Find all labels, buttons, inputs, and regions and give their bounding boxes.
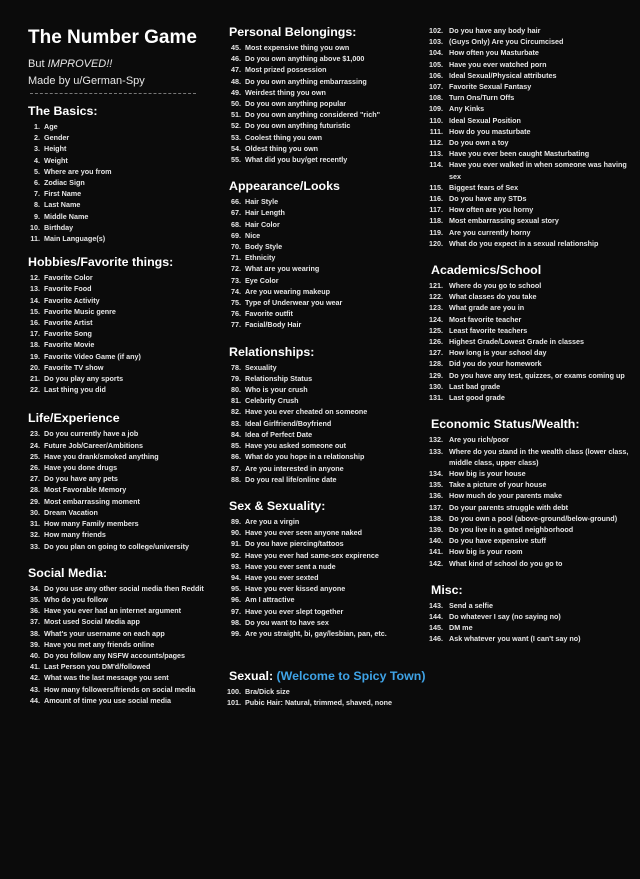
question-item: 79. Relationship Status — [243, 373, 429, 384]
question-item: 100. Bra/Dick size — [243, 686, 429, 697]
question-item: 2. Gender — [42, 132, 228, 143]
question-item: 140. Do you have expensive stuff — [445, 535, 636, 546]
question-item: 130. Last bad grade — [445, 381, 636, 392]
question-item: 124. Most favorite teacher — [445, 314, 636, 325]
question-item: 107. Favorite Sexual Fantasy — [445, 81, 636, 92]
section-heading-text: Social Media: — [28, 565, 108, 580]
question-item: 76. Favorite outfit — [243, 308, 429, 319]
question-item: 41. Last Person you DM'd/followed — [42, 661, 228, 672]
question-item: 96. Am I attractive — [243, 594, 429, 605]
question-item: 116. Do you have any STDs — [445, 193, 636, 204]
question-item: 112. Do you own a toy — [445, 137, 636, 148]
section-heading-text: Life/Experience — [28, 411, 120, 426]
question-item: 129. Do you have any test, quizzes, or exams coming up — [445, 370, 636, 381]
question-list — [431, 600, 636, 645]
question-item: 4. Weight — [42, 155, 228, 166]
question-item: 52. Do you own anything futuristic — [243, 120, 429, 131]
question-item: 87. Are you interested in anyone — [243, 463, 429, 474]
question-item: 114. Have you ever walked in when someone was having sex — [445, 159, 636, 181]
question-item: 33. Do you plan on going to college/university — [42, 541, 228, 552]
question-item: 138. Do you own a pool (above-ground/below-ground) — [445, 513, 636, 524]
section — [431, 263, 636, 403]
question-item: 88. Do you real life/online date — [243, 474, 429, 485]
question-item: 71. Ethnicity — [243, 252, 429, 263]
question-item: 128. Did you do your homework — [445, 358, 636, 369]
question-item: 49. Weirdest thing you own — [243, 87, 429, 98]
question-item: 17. Favorite Song — [42, 328, 228, 339]
question-item: 82. Have you ever cheated on someone — [243, 406, 429, 417]
question-item: 9. Middle Name — [42, 211, 228, 222]
subtitle — [28, 58, 228, 70]
question-item: 1. Age — [42, 121, 228, 132]
question-item: 67. Hair Length — [243, 207, 429, 218]
question-item: 132. Are you rich/poor — [445, 434, 636, 445]
question-item: 78. Sexuality — [243, 362, 429, 373]
section-heading-text: Hobbies/Favorite things: — [28, 255, 174, 270]
section-heading-highlight: (Welcome to Spicy Town) — [276, 669, 426, 684]
question-item: 105. Have you ever watched porn — [445, 59, 636, 70]
section-heading — [229, 25, 429, 39]
question-item: 6. Zodiac Sign — [42, 177, 228, 188]
question-item: 36. Have you ever had an internet argument — [42, 605, 228, 616]
question-item: 119. Are you currently horny — [445, 227, 636, 238]
question-item: 43. How many followers/friends on social media — [42, 684, 228, 695]
question-item: 39. Have you met any friends online — [42, 639, 228, 650]
question-list — [229, 686, 429, 708]
section-heading — [28, 104, 228, 118]
section-heading — [229, 345, 429, 359]
question-item: 145. DM me — [445, 622, 636, 633]
question-item: 77. Facial/Body Hair — [243, 319, 429, 330]
question-item: 144. Do whatever I say (no saying no) — [445, 611, 636, 622]
section — [28, 104, 228, 244]
question-item: 20. Favorite TV show — [42, 362, 228, 373]
subtitle-prefix: But — [28, 58, 48, 70]
question-item: 12. Favorite Color — [42, 272, 228, 283]
question-item: 53. Coolest thing you own — [243, 132, 429, 143]
question-item: 97. Have you ever slept together — [243, 606, 429, 617]
question-item: 126. Highest Grade/Lowest Grade in classes — [445, 336, 636, 347]
question-item: 19. Favorite Video Game (if any) — [42, 351, 228, 362]
section-heading — [28, 411, 228, 425]
question-list — [28, 583, 228, 706]
question-item: 85. Have you asked someone out — [243, 440, 429, 451]
question-item: 123. What grade are you in — [445, 302, 636, 313]
question-item: 90. Have you ever seen anyone naked — [243, 527, 429, 538]
question-item: 121. Where do you go to school — [445, 280, 636, 291]
section-heading-text: The Basics: — [28, 104, 98, 118]
question-item: 24. Future Job/Career/Ambitions — [42, 440, 228, 451]
subtitle-emphasis: IMPROVED!! — [47, 58, 113, 70]
question-item: 81. Celebrity Crush — [243, 395, 429, 406]
question-item: 139. Do you live in a gated neighborhood — [445, 524, 636, 535]
page-title: The Number Game — [28, 27, 197, 48]
question-list — [229, 42, 429, 165]
question-item: 69. Nice — [243, 230, 429, 241]
question-item: 23. Do you currently have a job — [42, 428, 228, 439]
question-item: 16. Favorite Artist — [42, 317, 228, 328]
section-heading — [431, 583, 636, 597]
section — [431, 583, 636, 645]
section-heading-text: Economic Status/Wealth: — [431, 417, 580, 432]
question-item: 137. Do your parents struggle with debt — [445, 502, 636, 513]
question-item: 104. How often you Masturbate — [445, 47, 636, 58]
question-item: 131. Last good grade — [445, 392, 636, 403]
question-item: 25. Have you drank/smoked anything — [42, 451, 228, 462]
question-item: 95. Have you ever kissed anyone — [243, 583, 429, 594]
question-item: 8. Last Name — [42, 199, 228, 210]
question-item: 45. Most expensive thing you own — [243, 42, 429, 53]
question-item: 30. Dream Vacation — [42, 507, 228, 518]
question-item: 135. Take a picture of your house — [445, 479, 636, 490]
question-item: 118. Most embarrassing sexual story — [445, 215, 636, 226]
question-item: 18. Favorite Movie — [42, 339, 228, 350]
question-item: 34. Do you use any other social media then Reddit — [42, 583, 228, 594]
question-list — [28, 272, 228, 395]
question-item: 133. Where do you stand in the wealth class (lower class, middle class, upper class) — [445, 446, 636, 468]
question-list — [431, 434, 636, 568]
section — [431, 417, 636, 568]
question-item: 5. Where are you from — [42, 166, 228, 177]
section-heading-text: Relationships: — [229, 344, 315, 359]
divider — [30, 93, 196, 94]
question-item: 13. Favorite Food — [42, 283, 228, 294]
question-item: 35. Who do you follow — [42, 594, 228, 605]
question-item: 50. Do you own anything popular — [243, 98, 429, 109]
question-list — [28, 428, 228, 551]
section — [28, 255, 228, 395]
question-item: 89. Are you a virgin — [243, 516, 429, 527]
question-item: 115. Biggest fears of Sex — [445, 182, 636, 193]
question-item: 106. Ideal Sexual/Physical attributes — [445, 70, 636, 81]
question-list — [431, 280, 636, 403]
section — [28, 566, 228, 706]
question-item: 111. How do you masturbate — [445, 126, 636, 137]
section-heading — [229, 669, 429, 683]
question-item: 75. Type of Underwear you wear — [243, 297, 429, 308]
question-item: 22. Last thing you did — [42, 384, 228, 395]
section — [28, 411, 228, 551]
column-3 — [431, 25, 636, 645]
question-item: 70. Body Style — [243, 241, 429, 252]
section — [229, 25, 429, 165]
question-item: 83. Ideal Girlfriend/Boyfriend — [243, 418, 429, 429]
question-item: 51. Do you own anything considered "rich" — [243, 109, 429, 120]
section — [229, 345, 429, 485]
question-item: 7. First Name — [42, 188, 228, 199]
section-heading-text: Misc: — [431, 582, 463, 597]
section-heading — [28, 566, 228, 580]
question-item: 117. How often are you horny — [445, 204, 636, 215]
question-item: 91. Do you have piercing/tattoos — [243, 538, 429, 549]
question-item: 127. How long is your school day — [445, 347, 636, 358]
section — [229, 179, 429, 330]
section-heading-text: Sexual: — [229, 669, 277, 684]
question-item: 29. Most embarrassing moment — [42, 496, 228, 507]
question-item: 66. Hair Style — [243, 196, 429, 207]
question-item: 110. Ideal Sexual Position — [445, 115, 636, 126]
question-item: 48. Do you own anything embarrassing — [243, 76, 429, 87]
question-list — [229, 516, 429, 639]
section-heading-text: Appearance/Looks — [229, 179, 340, 194]
question-item: 72. What are you wearing — [243, 263, 429, 274]
question-item: 146. Ask whatever you want (I can't say no) — [445, 633, 636, 644]
question-item: 54. Oldest thing you own — [243, 143, 429, 154]
question-item: 27. Do you have any pets — [42, 473, 228, 484]
question-item: 102. Do you have any body hair — [445, 25, 636, 36]
column-2 — [229, 25, 429, 709]
question-item: 68. Hair Color — [243, 219, 429, 230]
question-item: 136. How much do your parents make — [445, 490, 636, 501]
question-item: 42. What was the last message you sent — [42, 672, 228, 683]
author-credit: Made by u/German-Spy — [28, 75, 145, 87]
question-item: 3. Height — [42, 143, 228, 154]
section-heading — [229, 499, 429, 513]
question-item: 47. Most prized possession — [243, 64, 429, 75]
section — [229, 499, 429, 639]
question-list — [229, 362, 429, 485]
question-item: 40. Do you follow any NSFW accounts/pages — [42, 650, 228, 661]
section-heading — [431, 417, 636, 431]
question-item: 134. How big is your house — [445, 468, 636, 479]
question-item: 120. What do you expect in a sexual relationship — [445, 238, 636, 249]
question-item: 99. Are you straight, bi, gay/lesbian, pan, etc. — [243, 628, 429, 639]
question-list — [28, 121, 228, 244]
question-item: 46. Do you own anything above $1,000 — [243, 53, 429, 64]
question-item: 141. How big is your room — [445, 546, 636, 557]
question-item: 103. (Guys Only) Are you Circumcised — [445, 36, 636, 47]
question-item: 101. Pubic Hair: Natural, trimmed, shaved, none — [243, 697, 429, 708]
section-heading-text: Academics/School — [431, 263, 542, 278]
question-item: 84. Idea of Perfect Date — [243, 429, 429, 440]
question-item: 73. Eye Color — [243, 275, 429, 286]
question-item: 11. Main Language(s) — [42, 233, 228, 244]
question-item: 109. Any Kinks — [445, 103, 636, 114]
question-item: 125. Least favorite teachers — [445, 325, 636, 336]
question-item: 14. Favorite Activity — [42, 295, 228, 306]
question-item: 143. Send a selfie — [445, 600, 636, 611]
question-item: 38. What's your username on each app — [42, 628, 228, 639]
question-item: 15. Favorite Music genre — [42, 306, 228, 317]
question-item: 55. What did you buy/get recently — [243, 154, 429, 165]
question-item: 74. Are you wearing makeup — [243, 286, 429, 297]
question-item: 44. Amount of time you use social media — [42, 695, 228, 706]
section — [229, 669, 429, 708]
question-item: 26. Have you done drugs — [42, 462, 228, 473]
question-item: 122. What classes do you take — [445, 291, 636, 302]
question-item: 31. How many Family members — [42, 518, 228, 529]
question-item: 142. What kind of school do you go to — [445, 558, 636, 569]
question-item: 113. Have you ever been caught Masturbating — [445, 148, 636, 159]
question-list — [431, 25, 636, 249]
question-list — [229, 196, 429, 330]
section-heading — [229, 179, 429, 193]
question-item: 80. Who is your crush — [243, 384, 429, 395]
question-item: 10. Birthday — [42, 222, 228, 233]
question-item: 86. What do you hope in a relationship — [243, 451, 429, 462]
question-item: 28. Most Favorable Memory — [42, 484, 228, 495]
question-item: 93. Have you ever sent a nude — [243, 561, 429, 572]
question-item: 21. Do you play any sports — [42, 373, 228, 384]
column-1 — [28, 27, 228, 706]
section-heading — [28, 255, 228, 269]
question-item: 94. Have you ever sexted — [243, 572, 429, 583]
question-item: 108. Turn Ons/Turn Offs — [445, 92, 636, 103]
section-heading — [431, 263, 636, 277]
section — [431, 25, 636, 249]
question-item: 92. Have you ever had same-sex expirence — [243, 550, 429, 561]
question-item: 98. Do you want to have sex — [243, 617, 429, 628]
question-item: 37. Most used Social Media app — [42, 616, 228, 627]
section-heading-text: Personal Belongings: — [229, 25, 357, 39]
question-item: 32. How many friends — [42, 529, 228, 540]
section-heading-text: Sex & Sexuality: — [229, 498, 326, 513]
